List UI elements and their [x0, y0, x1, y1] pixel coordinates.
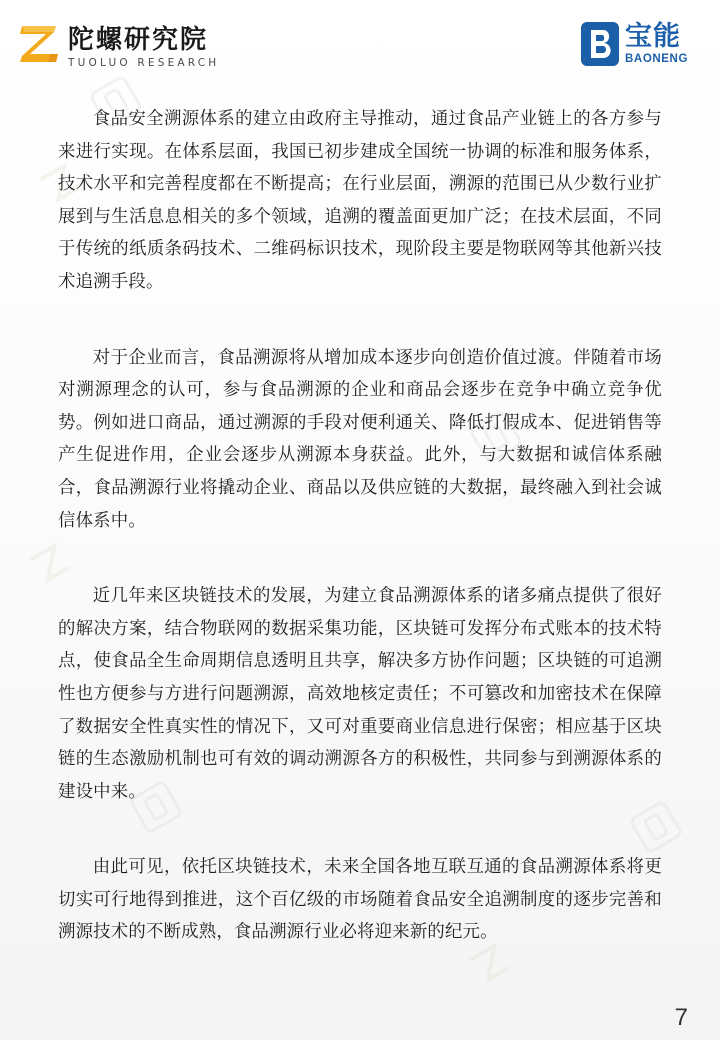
baoneng-b-logo-icon	[581, 22, 619, 66]
page-number: 7	[674, 1004, 688, 1031]
tuoluo-brand	[20, 24, 219, 70]
body-paragraph: 由此可见，依托区块链技术，未来全国各地互联互通的食品溯源体系将更切实可行地得到推进，这个百亿级的市场随着食品安全追溯制度的逐步完善和溯源技术的不断成熟，食品溯源行业必将迎来新的纪元。	[58, 857, 662, 943]
baoneng-brand-name-cn: 宝能	[625, 21, 682, 52]
page-header	[0, 0, 720, 78]
tuoluo-brand-name-cn: 陀螺研究院	[68, 25, 209, 55]
baoneng-brand-name-en: BAONENG	[625, 53, 688, 65]
body-paragraph: 食品安全溯源体系的建立由政府主导推动，通过食品产业链上的各方参与来进行实现。在体系层面，我国已初步建成全国统一协调的标准和服务体系，技术水平和完善程度都在不断提高；在行业层面，溯源的范围已从少数行业扩展到与生活息息相关的多个领域，追溯的覆盖面更加广泛；在技术层面，不同于传统的纸质条码技术、二维码标识技术，现阶段主要是物联网等其他新兴技术追溯手段。	[58, 109, 662, 292]
body-paragraph: 对于企业而言，食品溯源将从增加成本逐步向创造价值过渡。伴随着市场对溯源理念的认可，参与食品溯源的企业和商品会逐步在竞争中确立竞争优势。例如进口商品，通过溯源的手段对便利通关、降低打假成本、促进销售等产生促进作用，企业会逐步从溯源本身获益。此外，与大数据和诚信体系融合，食品溯源行业将撬动企业、商品以及供应链的大数据，最终融入到社会诚信体系中。	[58, 347, 662, 531]
tuoluo-z-logo-icon	[20, 24, 62, 64]
article-body	[58, 103, 662, 992]
body-paragraph: 近几年来区块链技术的发展，为建立食品溯源体系的诸多痛点提供了很好的解决方案，结合物联网的数据采集功能，区块链可发挥分布式账本的技术特点，使食品全生命周期信息透明且共享，解决多方协作问题；区块链的可追溯性也方便参与方进行问题溯源，高效地核定责任；不可篡改和加密技术在保障了数据安全性真实性的情况下，又可对重要商业信息进行保密；相应基于区块链的生态激励机制也可有效的调动溯源各方的积极性，共同参与到溯源体系的建设中来。	[58, 586, 662, 802]
tuoluo-brand-name-en: TUOLUO RESEARCH	[68, 57, 220, 69]
baoneng-brand	[581, 22, 688, 66]
